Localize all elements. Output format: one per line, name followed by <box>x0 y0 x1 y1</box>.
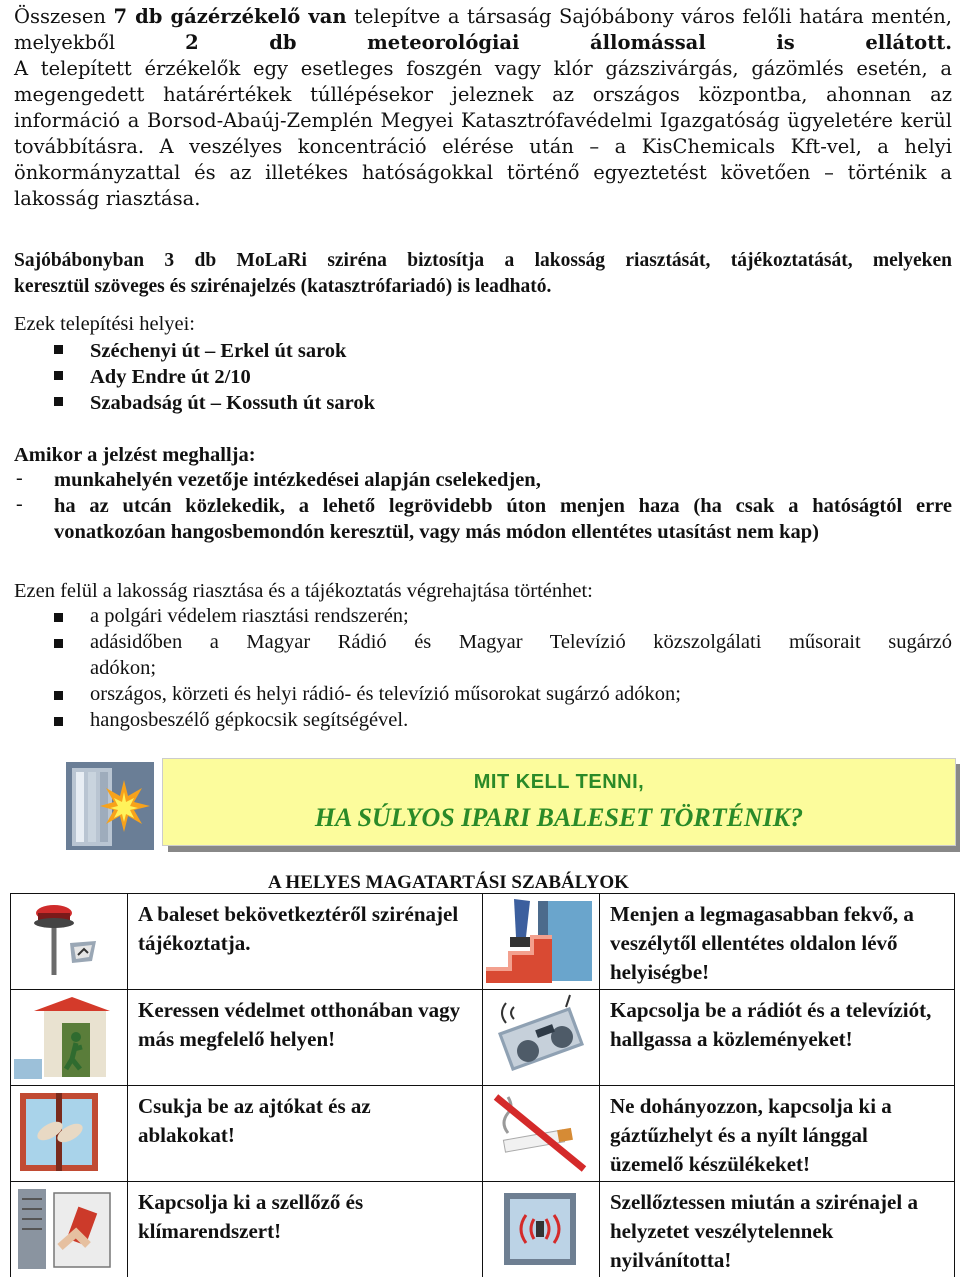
icon-cell <box>11 1182 128 1277</box>
dash-marker: - <box>16 493 23 515</box>
bullet <box>54 717 63 726</box>
sirens-line: Sajóbábonyban 3 db MoLaRi sziréna biztosítja a lakosság riasztását, tájékoztatását, melyeken <box>14 250 952 271</box>
siren-icon <box>14 897 122 983</box>
icon-cell <box>11 990 128 1086</box>
location-item: Szabadság út – Kossuth út sarok <box>90 392 375 414</box>
intro-paragraph-1-line-1 <box>14 4 952 56</box>
intro-line: A telepített érzékelők egy esetleges foszgén vagy klór gázszivárgás, gázömlés esetén, a <box>14 57 952 80</box>
radio-icon <box>486 993 594 1079</box>
explosion-graphic <box>66 762 154 850</box>
no-smoking-icon <box>486 1089 594 1175</box>
other-item: hangosbeszélő gépkocsik segítségével. <box>90 709 409 731</box>
rule-text: Szellőztessen miután a szirénajel a helyzetet veszélytelennek nyilvánította! <box>600 1182 955 1277</box>
bullet <box>54 691 63 700</box>
rule-text: A baleset bekövetkeztéről szirénajel tájékoztatja. <box>128 894 483 990</box>
other-item: a polgári védelem riasztási rendszerén; <box>90 605 409 627</box>
ac-switch-icon <box>14 1185 122 1271</box>
signal-item-cont: vonatkozóan hangosbemondón keresztül, vagy más módon ellentétes utasítást nem kap) <box>54 521 820 543</box>
signal-title: Amikor a jelzést meghallja: <box>14 444 256 466</box>
ventilation-icon <box>486 1185 594 1271</box>
sensor-count-highlight: 7 db gázérzékelő van <box>113 5 347 28</box>
explosion-icon <box>66 762 154 850</box>
rules-title: A HELYES MAGATARTÁSI SZABÁLYOK <box>268 872 629 893</box>
table-row <box>11 990 955 1086</box>
dash-marker: - <box>16 467 23 489</box>
rule-text: Keressen védelmet otthonában vagy más megfelelő helyen! <box>128 990 483 1086</box>
intro-line: továbbításra. A veszélyes koncentráció elérése után – a KisChemicals Kft-vel, a helyi <box>14 135 952 158</box>
bullet <box>54 639 63 648</box>
rule-text: Menjen a legmagasabban fekvő, a veszélytől ellentétes oldalon lévő helyiségbe! <box>600 894 955 990</box>
icon-cell <box>483 1086 600 1182</box>
intro-line: lakosság riasztása. <box>14 187 201 210</box>
other-item: országos, körzeti és helyi rádió- és televízió műsorokat sugárzó adókon; <box>90 683 681 705</box>
location-item: Széchenyi út – Erkel út sarok <box>90 340 347 362</box>
icon-cell <box>11 894 128 990</box>
rule-text: Kapcsolja ki a szellőző és klímarendszert! <box>128 1182 483 1277</box>
stairs-icon <box>486 897 594 983</box>
intro-paragraph-2 <box>14 56 952 212</box>
intro-text: Összesen <box>14 5 114 28</box>
signal-item: ha az utcán közlekedik, a lehető legrövidebb úton menjen haza (ha csak a hatóságtól erre <box>54 495 952 517</box>
banner-shadow <box>956 764 960 852</box>
station-count-highlight: 2 db meteorológiai állomással is ellátott. <box>185 31 952 54</box>
other-title: Ezen felül a lakosság riasztása és a tájékoztatás végrehajtása történhet: <box>14 580 593 602</box>
intro-line: információ a Borsod-Abaúj-Zemplén Megyei Katasztrófavédelmi Igazgatóság ügyeletére kerül <box>14 109 952 132</box>
icon-cell <box>483 894 600 990</box>
other-item-cont: adókon; <box>90 657 157 679</box>
rule-text: Csukja be az ajtókat és az ablakokat! <box>128 1086 483 1182</box>
intro-line: megengedett határértékek túllépésekor jeleznek az országos központba, ahonnan az <box>14 83 952 106</box>
sirens-paragraph <box>14 248 952 300</box>
intro-text-mid: telepítve a társaság Sajóbábony város felőli határa mentén, melyekből <box>14 5 952 54</box>
bullet <box>54 613 63 622</box>
icon-cell <box>483 990 600 1086</box>
shelter-icon <box>14 993 122 1079</box>
icon-cell <box>11 1086 128 1182</box>
bullet <box>54 371 63 380</box>
banner-line-2: HA SÚLYOS IPARI BALESET TÖRTÉNIK? <box>314 803 804 832</box>
rule-text: Kapcsolja be a rádiót és a televíziót, hallgassa a közleményeket! <box>600 990 955 1086</box>
table-row <box>11 894 955 990</box>
table-row <box>11 1086 955 1182</box>
warning-banner <box>162 758 956 846</box>
bullet <box>54 345 63 354</box>
location-item: Ady Endre út 2/10 <box>90 366 251 388</box>
table-row <box>11 1182 955 1277</box>
icon-cell <box>483 1182 600 1277</box>
banner-shadow <box>168 846 958 852</box>
rules-table <box>10 893 955 1277</box>
sirens-line: keresztül szöveges és szirénajelzés (katasztrófariadó) is leadható. <box>14 276 552 297</box>
closed-window-icon <box>14 1089 122 1175</box>
bullet <box>54 397 63 406</box>
locations-title: Ezek telepítési helyei: <box>14 313 196 335</box>
intro-line: önkormányzattal és az illetékes hatóságokkal történő egyeztetést követően – történik a <box>14 161 952 184</box>
banner-line-1: MIT KELL TENNI, <box>473 771 645 793</box>
other-item: adásidőben a Magyar Rádió és Magyar Televízió közszolgálati műsorait sugárzó <box>90 631 952 653</box>
rule-text: Ne dohányozzon, kapcsolja ki a gáztűzhelyt és a nyílt lánggal üzemelő készülékeket! <box>600 1086 955 1182</box>
signal-item: munkahelyén vezetője intézkedései alapján cselekedjen, <box>54 469 541 491</box>
